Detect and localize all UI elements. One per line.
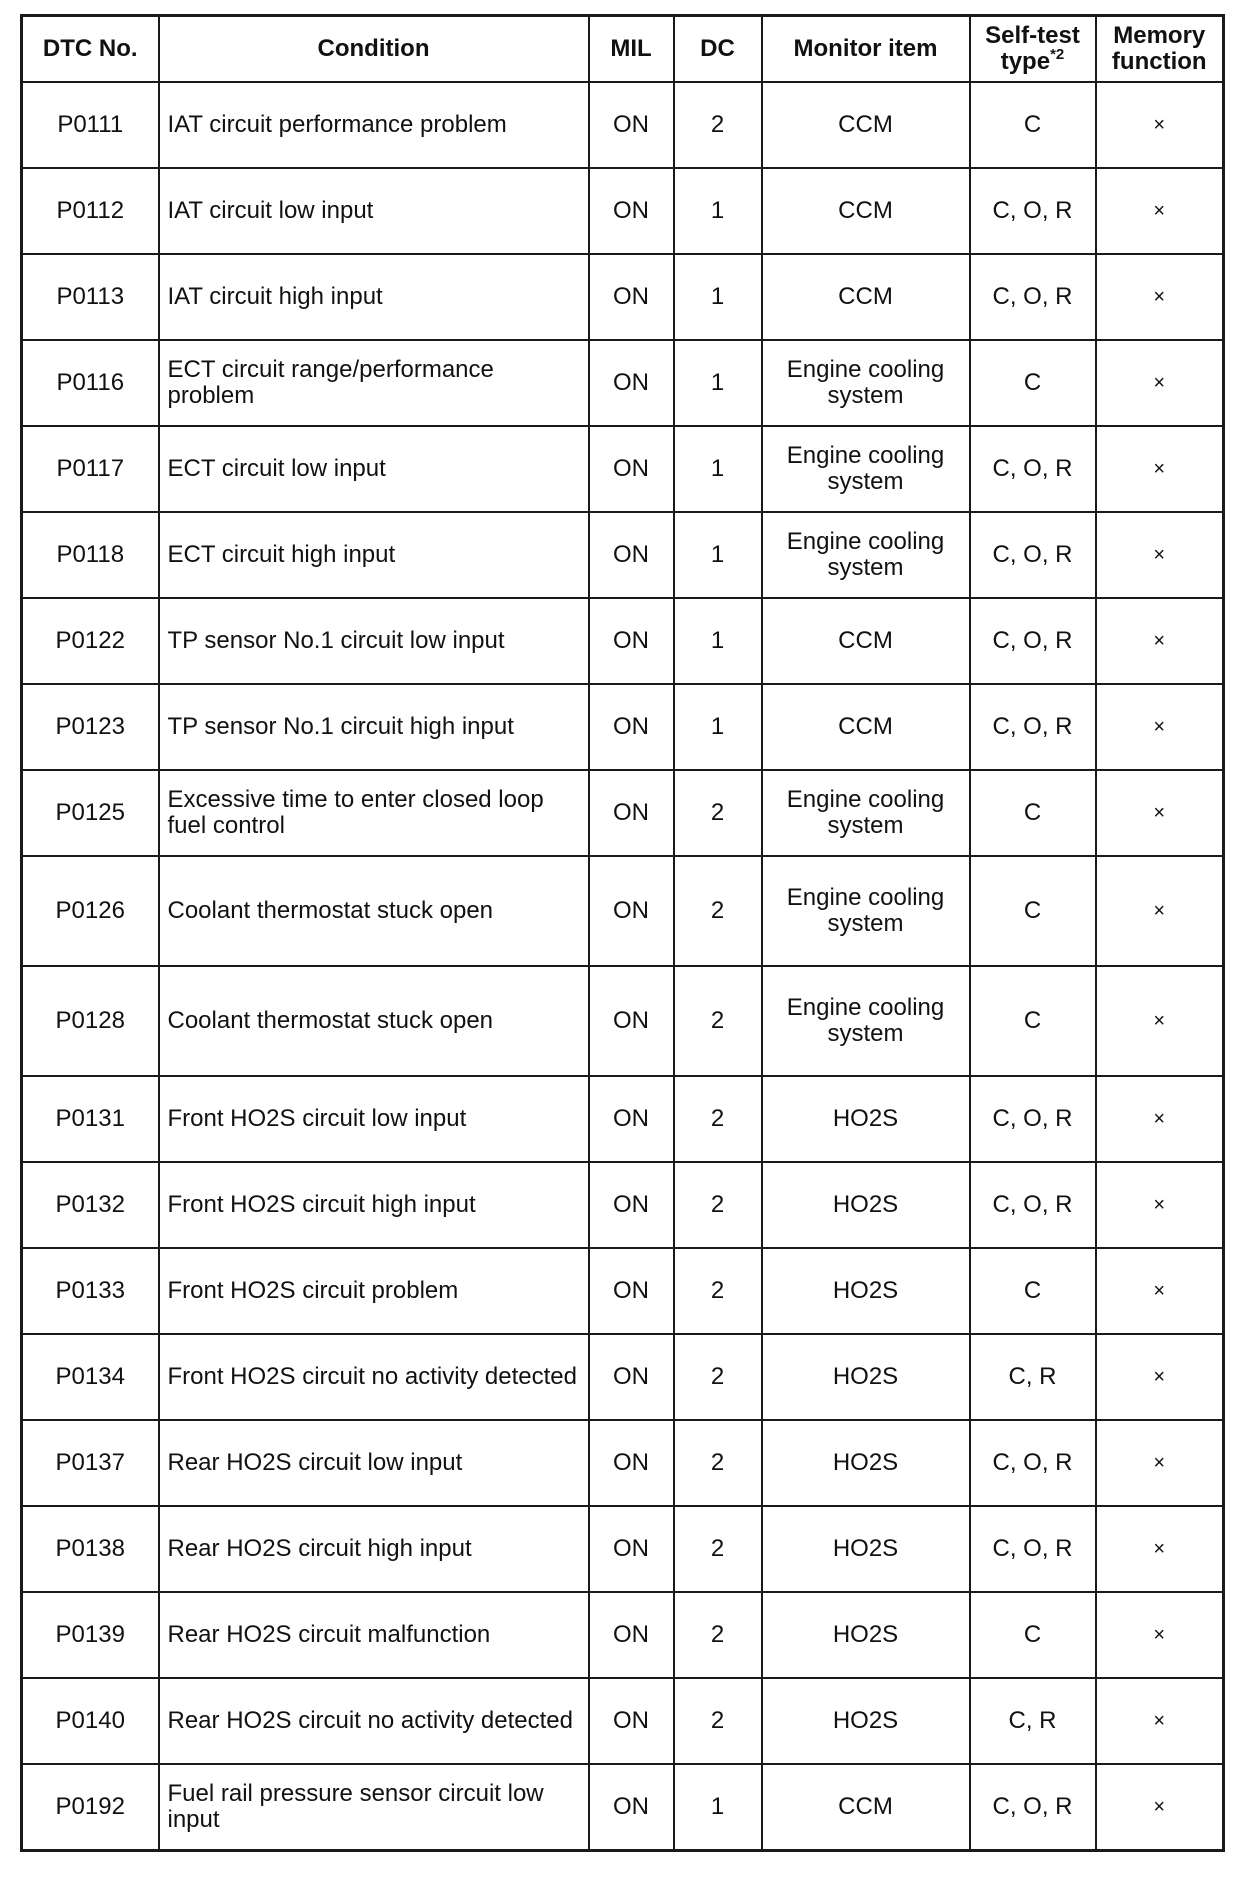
self-test-type-cell: C, R — [970, 1678, 1096, 1764]
mil-cell: ON — [589, 1592, 674, 1678]
mil-cell: ON — [589, 1248, 674, 1334]
table-row — [22, 254, 1224, 340]
header-dc: DC — [674, 16, 762, 83]
self-test-type-cell: C, R — [970, 1334, 1096, 1420]
table-row — [22, 426, 1224, 512]
mil-cell: ON — [589, 598, 674, 684]
dc-cell: 2 — [674, 1678, 762, 1764]
dc-cell: 2 — [674, 1334, 762, 1420]
header-self-test-type — [970, 16, 1096, 83]
memory-function-cell: × — [1096, 1678, 1224, 1764]
dc-cell: 1 — [674, 168, 762, 254]
dtc-cell: P0113 — [22, 254, 159, 340]
dtc-cell: P0192 — [22, 1764, 159, 1851]
self-test-type-cell: C, O, R — [970, 426, 1096, 512]
memory-function-cell: × — [1096, 82, 1224, 168]
memory-function-cell: × — [1096, 1076, 1224, 1162]
dtc-cell: P0138 — [22, 1506, 159, 1592]
table-row — [22, 770, 1224, 856]
monitor-item-cell: CCM — [762, 254, 970, 340]
dc-cell: 2 — [674, 1420, 762, 1506]
header-mil: MIL — [589, 16, 674, 83]
self-test-type-cell: C, O, R — [970, 1076, 1096, 1162]
mil-cell: ON — [589, 168, 674, 254]
memory-function-cell: × — [1096, 598, 1224, 684]
dtc-cell: P0140 — [22, 1678, 159, 1764]
self-test-type-cell: C — [970, 770, 1096, 856]
dc-cell: 1 — [674, 512, 762, 598]
header-self-test-line2: type — [1000, 48, 1051, 75]
dtc-cell: P0128 — [22, 966, 159, 1076]
monitor-item-cell: Engine cooling system — [762, 426, 970, 512]
mil-cell: ON — [589, 1334, 674, 1420]
dc-cell: 2 — [674, 82, 762, 168]
table-row — [22, 1678, 1224, 1764]
header-memory-function — [1096, 16, 1224, 83]
memory-function-cell: × — [1096, 1162, 1224, 1248]
dc-cell: 2 — [674, 770, 762, 856]
dtc-cell: P0139 — [22, 1592, 159, 1678]
dtc-cell: P0117 — [22, 426, 159, 512]
mil-cell: ON — [589, 1076, 674, 1162]
table-row — [22, 1076, 1224, 1162]
self-test-type-cell: C, O, R — [970, 1162, 1096, 1248]
condition-cell: Rear HO2S circuit high input — [159, 1506, 589, 1592]
condition-cell: IAT circuit low input — [159, 168, 589, 254]
self-test-type-cell: C, O, R — [970, 1506, 1096, 1592]
header-self-test-footnote: *2 — [1050, 46, 1065, 63]
condition-cell: Front HO2S circuit no activity detected — [159, 1334, 589, 1420]
table-body — [22, 82, 1224, 1851]
memory-function-cell: × — [1096, 426, 1224, 512]
monitor-item-cell: HO2S — [762, 1506, 970, 1592]
dtc-cell: P0118 — [22, 512, 159, 598]
table-row — [22, 1506, 1224, 1592]
dc-cell: 2 — [674, 966, 762, 1076]
condition-cell: ECT circuit low input — [159, 426, 589, 512]
table-row — [22, 684, 1224, 770]
monitor-item-cell: HO2S — [762, 1678, 970, 1764]
monitor-item-cell: CCM — [762, 82, 970, 168]
condition-cell: Front HO2S circuit low input — [159, 1076, 589, 1162]
self-test-type-cell: C, O, R — [970, 1420, 1096, 1506]
condition-cell: Front HO2S circuit problem — [159, 1248, 589, 1334]
header-monitor-item: Monitor item — [762, 16, 970, 83]
dc-cell: 1 — [674, 340, 762, 426]
mil-cell: ON — [589, 1162, 674, 1248]
dtc-cell: P0112 — [22, 168, 159, 254]
monitor-item-cell: HO2S — [762, 1162, 970, 1248]
condition-cell: Rear HO2S circuit low input — [159, 1420, 589, 1506]
monitor-item-cell: Engine cooling system — [762, 856, 970, 966]
self-test-type-cell: C — [970, 340, 1096, 426]
mil-cell: ON — [589, 1678, 674, 1764]
mil-cell: ON — [589, 1506, 674, 1592]
self-test-type-cell: C, O, R — [970, 254, 1096, 340]
dc-cell: 2 — [674, 1506, 762, 1592]
condition-cell: Coolant thermostat stuck open — [159, 966, 589, 1076]
monitor-item-cell: Engine cooling system — [762, 512, 970, 598]
monitor-item-cell: HO2S — [762, 1248, 970, 1334]
condition-cell: ECT circuit high input — [159, 512, 589, 598]
table-row — [22, 1420, 1224, 1506]
memory-function-cell: × — [1096, 340, 1224, 426]
monitor-item-cell: HO2S — [762, 1076, 970, 1162]
memory-function-cell: × — [1096, 856, 1224, 966]
memory-function-cell: × — [1096, 168, 1224, 254]
dtc-cell: P0116 — [22, 340, 159, 426]
memory-function-cell: × — [1096, 1334, 1224, 1420]
dtc-cell: P0132 — [22, 1162, 159, 1248]
monitor-item-cell: CCM — [762, 684, 970, 770]
condition-cell: Rear HO2S circuit malfunction — [159, 1592, 589, 1678]
dc-cell: 2 — [674, 1248, 762, 1334]
monitor-item-cell: HO2S — [762, 1334, 970, 1420]
mil-cell: ON — [589, 1420, 674, 1506]
table-row — [22, 82, 1224, 168]
table-row — [22, 1592, 1224, 1678]
memory-function-cell: × — [1096, 770, 1224, 856]
dc-cell: 1 — [674, 598, 762, 684]
dtc-table — [20, 14, 1225, 1852]
monitor-item-cell: CCM — [762, 168, 970, 254]
monitor-item-cell: Engine cooling system — [762, 966, 970, 1076]
mil-cell: ON — [589, 82, 674, 168]
condition-cell: Front HO2S circuit high input — [159, 1162, 589, 1248]
table-row — [22, 1334, 1224, 1420]
self-test-type-cell: C, O, R — [970, 598, 1096, 684]
dc-cell: 1 — [674, 426, 762, 512]
table-row — [22, 1248, 1224, 1334]
dc-cell: 1 — [674, 1764, 762, 1851]
table-row — [22, 340, 1224, 426]
memory-function-cell: × — [1096, 1592, 1224, 1678]
header-self-test-line1: Self-test — [985, 22, 1080, 49]
self-test-type-cell: C — [970, 966, 1096, 1076]
table-row — [22, 168, 1224, 254]
mil-cell: ON — [589, 426, 674, 512]
header-dtc-no: DTC No. — [22, 16, 159, 83]
self-test-type-cell: C, O, R — [970, 512, 1096, 598]
condition-cell: IAT circuit high input — [159, 254, 589, 340]
self-test-type-cell: C, O, R — [970, 1764, 1096, 1851]
header-row — [22, 16, 1224, 83]
memory-function-cell: × — [1096, 684, 1224, 770]
self-test-type-cell: C, O, R — [970, 168, 1096, 254]
header-memory-line1: Memory — [1113, 22, 1206, 49]
dtc-cell: P0137 — [22, 1420, 159, 1506]
mil-cell: ON — [589, 254, 674, 340]
self-test-type-cell: C — [970, 82, 1096, 168]
memory-function-cell: × — [1096, 512, 1224, 598]
condition-cell: Rear HO2S circuit no activity detected — [159, 1678, 589, 1764]
memory-function-cell: × — [1096, 1420, 1224, 1506]
self-test-type-cell: C — [970, 856, 1096, 966]
condition-cell: ECT circuit range/performance problem — [159, 340, 589, 426]
mil-cell: ON — [589, 1764, 674, 1851]
condition-cell: TP sensor No.1 circuit high input — [159, 684, 589, 770]
mil-cell: ON — [589, 512, 674, 598]
dtc-cell: P0126 — [22, 856, 159, 966]
mil-cell: ON — [589, 966, 674, 1076]
dc-cell: 1 — [674, 684, 762, 770]
memory-function-cell: × — [1096, 1506, 1224, 1592]
dc-cell: 2 — [674, 1162, 762, 1248]
dc-cell: 1 — [674, 254, 762, 340]
mil-cell: ON — [589, 340, 674, 426]
dtc-cell: P0122 — [22, 598, 159, 684]
dc-cell: 2 — [674, 856, 762, 966]
condition-cell: Fuel rail pressure sensor circuit low input — [159, 1764, 589, 1851]
condition-cell: IAT circuit performance problem — [159, 82, 589, 168]
memory-function-cell: × — [1096, 1248, 1224, 1334]
dtc-cell: P0133 — [22, 1248, 159, 1334]
monitor-item-cell: Engine cooling system — [762, 340, 970, 426]
dtc-cell: P0131 — [22, 1076, 159, 1162]
mil-cell: ON — [589, 684, 674, 770]
monitor-item-cell: CCM — [762, 1764, 970, 1851]
dc-cell: 2 — [674, 1076, 762, 1162]
monitor-item-cell: HO2S — [762, 1592, 970, 1678]
monitor-item-cell: CCM — [762, 598, 970, 684]
table-row — [22, 1764, 1224, 1851]
memory-function-cell: × — [1096, 1764, 1224, 1851]
self-test-type-cell: C — [970, 1248, 1096, 1334]
table-row — [22, 598, 1224, 684]
dtc-cell: P0123 — [22, 684, 159, 770]
self-test-type-cell: C — [970, 1592, 1096, 1678]
table-row — [22, 856, 1224, 966]
table-row — [22, 966, 1224, 1076]
monitor-item-cell: HO2S — [762, 1420, 970, 1506]
self-test-type-cell: C, O, R — [970, 684, 1096, 770]
memory-function-cell: × — [1096, 966, 1224, 1076]
header-memory-line2: function — [1111, 48, 1207, 75]
condition-cell: Coolant thermostat stuck open — [159, 856, 589, 966]
condition-cell: Excessive time to enter closed loop fuel control — [159, 770, 589, 856]
header-condition: Condition — [159, 16, 589, 83]
mil-cell: ON — [589, 856, 674, 966]
table-row — [22, 1162, 1224, 1248]
mil-cell: ON — [589, 770, 674, 856]
condition-cell: TP sensor No.1 circuit low input — [159, 598, 589, 684]
monitor-item-cell: Engine cooling system — [762, 770, 970, 856]
memory-function-cell: × — [1096, 254, 1224, 340]
dtc-cell: P0111 — [22, 82, 159, 168]
dtc-cell: P0134 — [22, 1334, 159, 1420]
dc-cell: 2 — [674, 1592, 762, 1678]
dtc-cell: P0125 — [22, 770, 159, 856]
table-row — [22, 512, 1224, 598]
